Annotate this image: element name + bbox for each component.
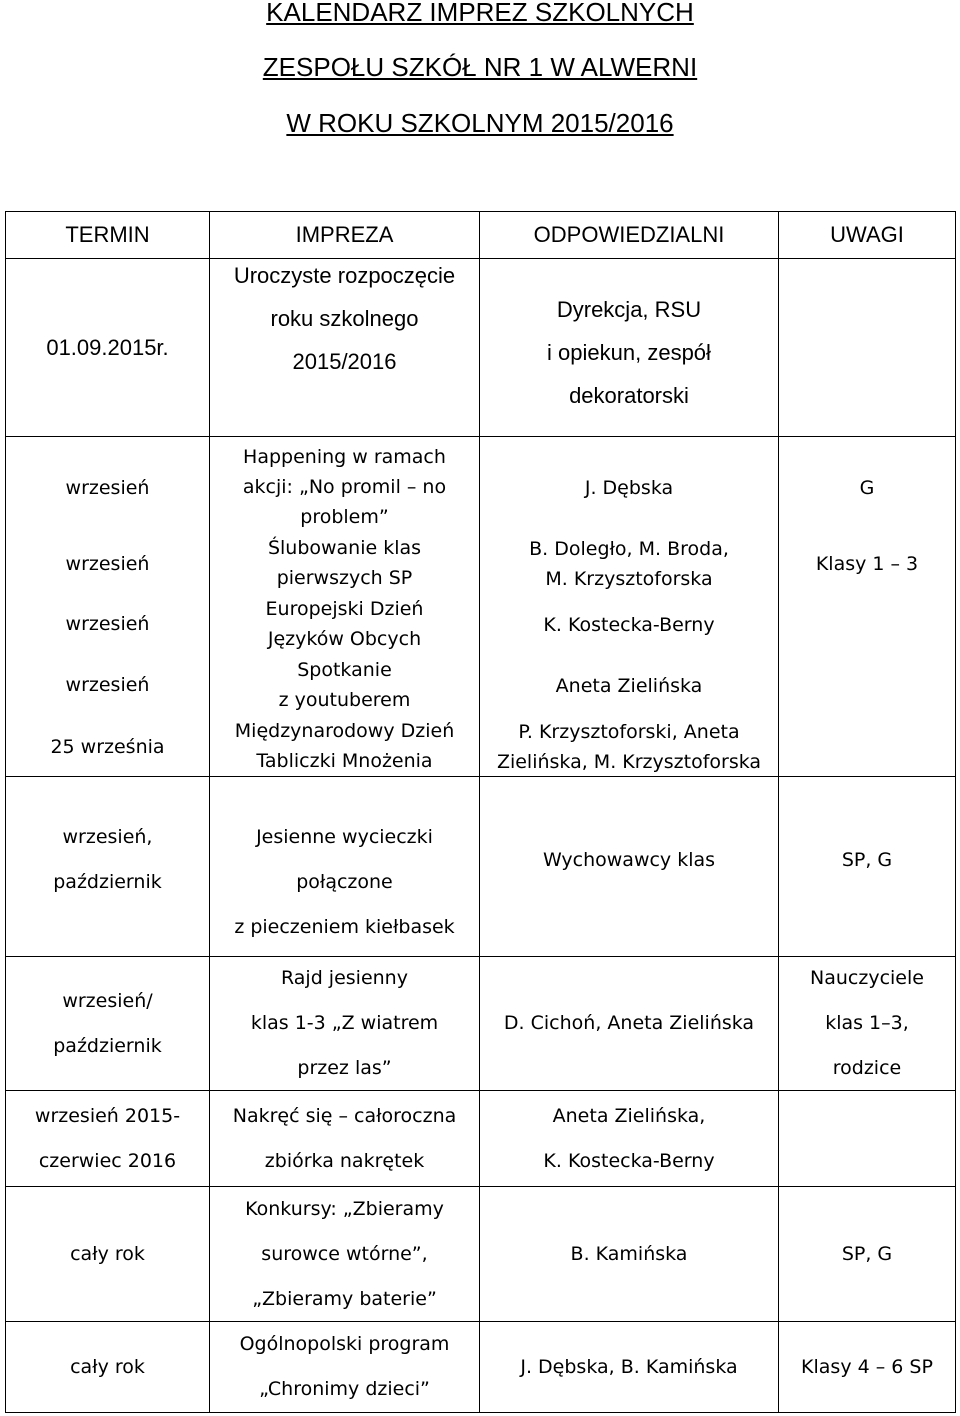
row1-termin: 01.09.2015r. xyxy=(5,258,210,437)
row6-impreza: Konkursy: „Zbieramy surowce wtórne”, „Zbieramy baterie” xyxy=(209,1186,480,1322)
row3-termin: wrzesień, październik xyxy=(5,776,210,957)
row3-odpowiedzialni: Wychowawcy klas xyxy=(479,776,779,957)
row2-impreza-happening: Happening w ramach akcji: „No promil – no problem” xyxy=(242,446,447,528)
row2-odp-item: Aneta Zielińska xyxy=(555,675,703,697)
row2-termin xyxy=(5,436,210,777)
header-odpowiedzialni: ODPOWIEDZIALNI xyxy=(479,211,779,259)
row2-termin-item: 25 września xyxy=(50,736,165,758)
header-impreza: IMPREZA xyxy=(209,211,480,259)
row7-impreza: Ogólnopolski program „Chronimy dzieci” xyxy=(209,1321,480,1413)
header-termin: TERMIN xyxy=(5,211,210,259)
row2-odpowiedzialni xyxy=(479,436,779,777)
document-title-line-1: KALENDARZ IMPREZ SZKOLNYCH xyxy=(266,0,694,27)
document-title-line-2: ZESPOŁU SZKÓŁ NR 1 W ALWERNI xyxy=(262,52,698,82)
row2-termin-item: wrzesień xyxy=(65,553,150,575)
row3-impreza: Jesienne wycieczki połączone z pieczeniem kiełbasek xyxy=(209,776,480,957)
row4-termin: wrzesień/ październik xyxy=(5,956,210,1091)
document-title-line-3: W ROKU SZKOLNYM 2015/2016 xyxy=(286,108,674,138)
row2-impreza-spotkanie: Spotkanie z youtuberem xyxy=(278,659,411,711)
row1-odpowiedzialni: Dyrekcja, RSU i opiekun, zespół dekoratorski xyxy=(479,258,779,437)
row1-impreza: Uroczyste rozpoczęcie roku szkolnego 2015/2016 xyxy=(209,258,480,437)
row2-termin-item: wrzesień xyxy=(65,477,150,499)
row2-odp-item: J. Dębska xyxy=(584,477,674,499)
row1-uwagi xyxy=(778,258,956,437)
row2-odp-item: B. Doległo, M. Broda, M. Krzysztoforska xyxy=(529,538,729,590)
row2-uwagi-item: G xyxy=(859,477,875,499)
row2-impreza-dzien-jezykow: Europejski Dzień Języków Obcych xyxy=(265,598,424,650)
row4-impreza: Rajd jesienny klas 1-3 „Z wiatrem przez las” xyxy=(209,956,480,1091)
row2-termin-item: wrzesień xyxy=(65,674,150,696)
header-uwagi: UWAGI xyxy=(778,211,956,259)
row2-impreza-slubowanie: Ślubowanie klas pierwszych SP xyxy=(267,537,422,589)
row6-uwagi: SP, G xyxy=(778,1186,956,1322)
row2-termin-item: wrzesień xyxy=(65,613,150,635)
row2-uwagi xyxy=(778,436,956,777)
row2-uwagi-item: Klasy 1 – 3 xyxy=(815,553,919,575)
row7-odpowiedzialni: J. Dębska, B. Kamińska xyxy=(479,1321,779,1413)
row3-uwagi: SP, G xyxy=(778,776,956,957)
row4-uwagi: Nauczyciele klas 1–3, rodzice xyxy=(778,956,956,1091)
row6-termin: cały rok xyxy=(5,1186,210,1322)
row7-uwagi: Klasy 4 – 6 SP xyxy=(778,1321,956,1413)
row2-impreza xyxy=(209,436,480,777)
row2-odp-item: P. Krzysztoforski, Aneta Zielińska, M. Krzysztoforska xyxy=(496,721,762,773)
row5-impreza: Nakręć się – całoroczna zbiórka nakrętek xyxy=(209,1090,480,1187)
row6-odpowiedzialni: B. Kamińska xyxy=(479,1186,779,1322)
row2-impreza-tabliczka: Międzynarodowy Dzień Tabliczki Mnożenia xyxy=(234,720,455,772)
row4-odpowiedzialni: D. Cichoń, Aneta Zielińska xyxy=(479,956,779,1091)
row5-uwagi xyxy=(778,1090,956,1187)
row7-termin: cały rok xyxy=(5,1321,210,1413)
row5-odpowiedzialni: Aneta Zielińska, K. Kostecka-Berny xyxy=(479,1090,779,1187)
row5-termin: wrzesień 2015- czerwiec 2016 xyxy=(5,1090,210,1187)
row2-odp-item: K. Kostecka-Berny xyxy=(543,614,715,636)
